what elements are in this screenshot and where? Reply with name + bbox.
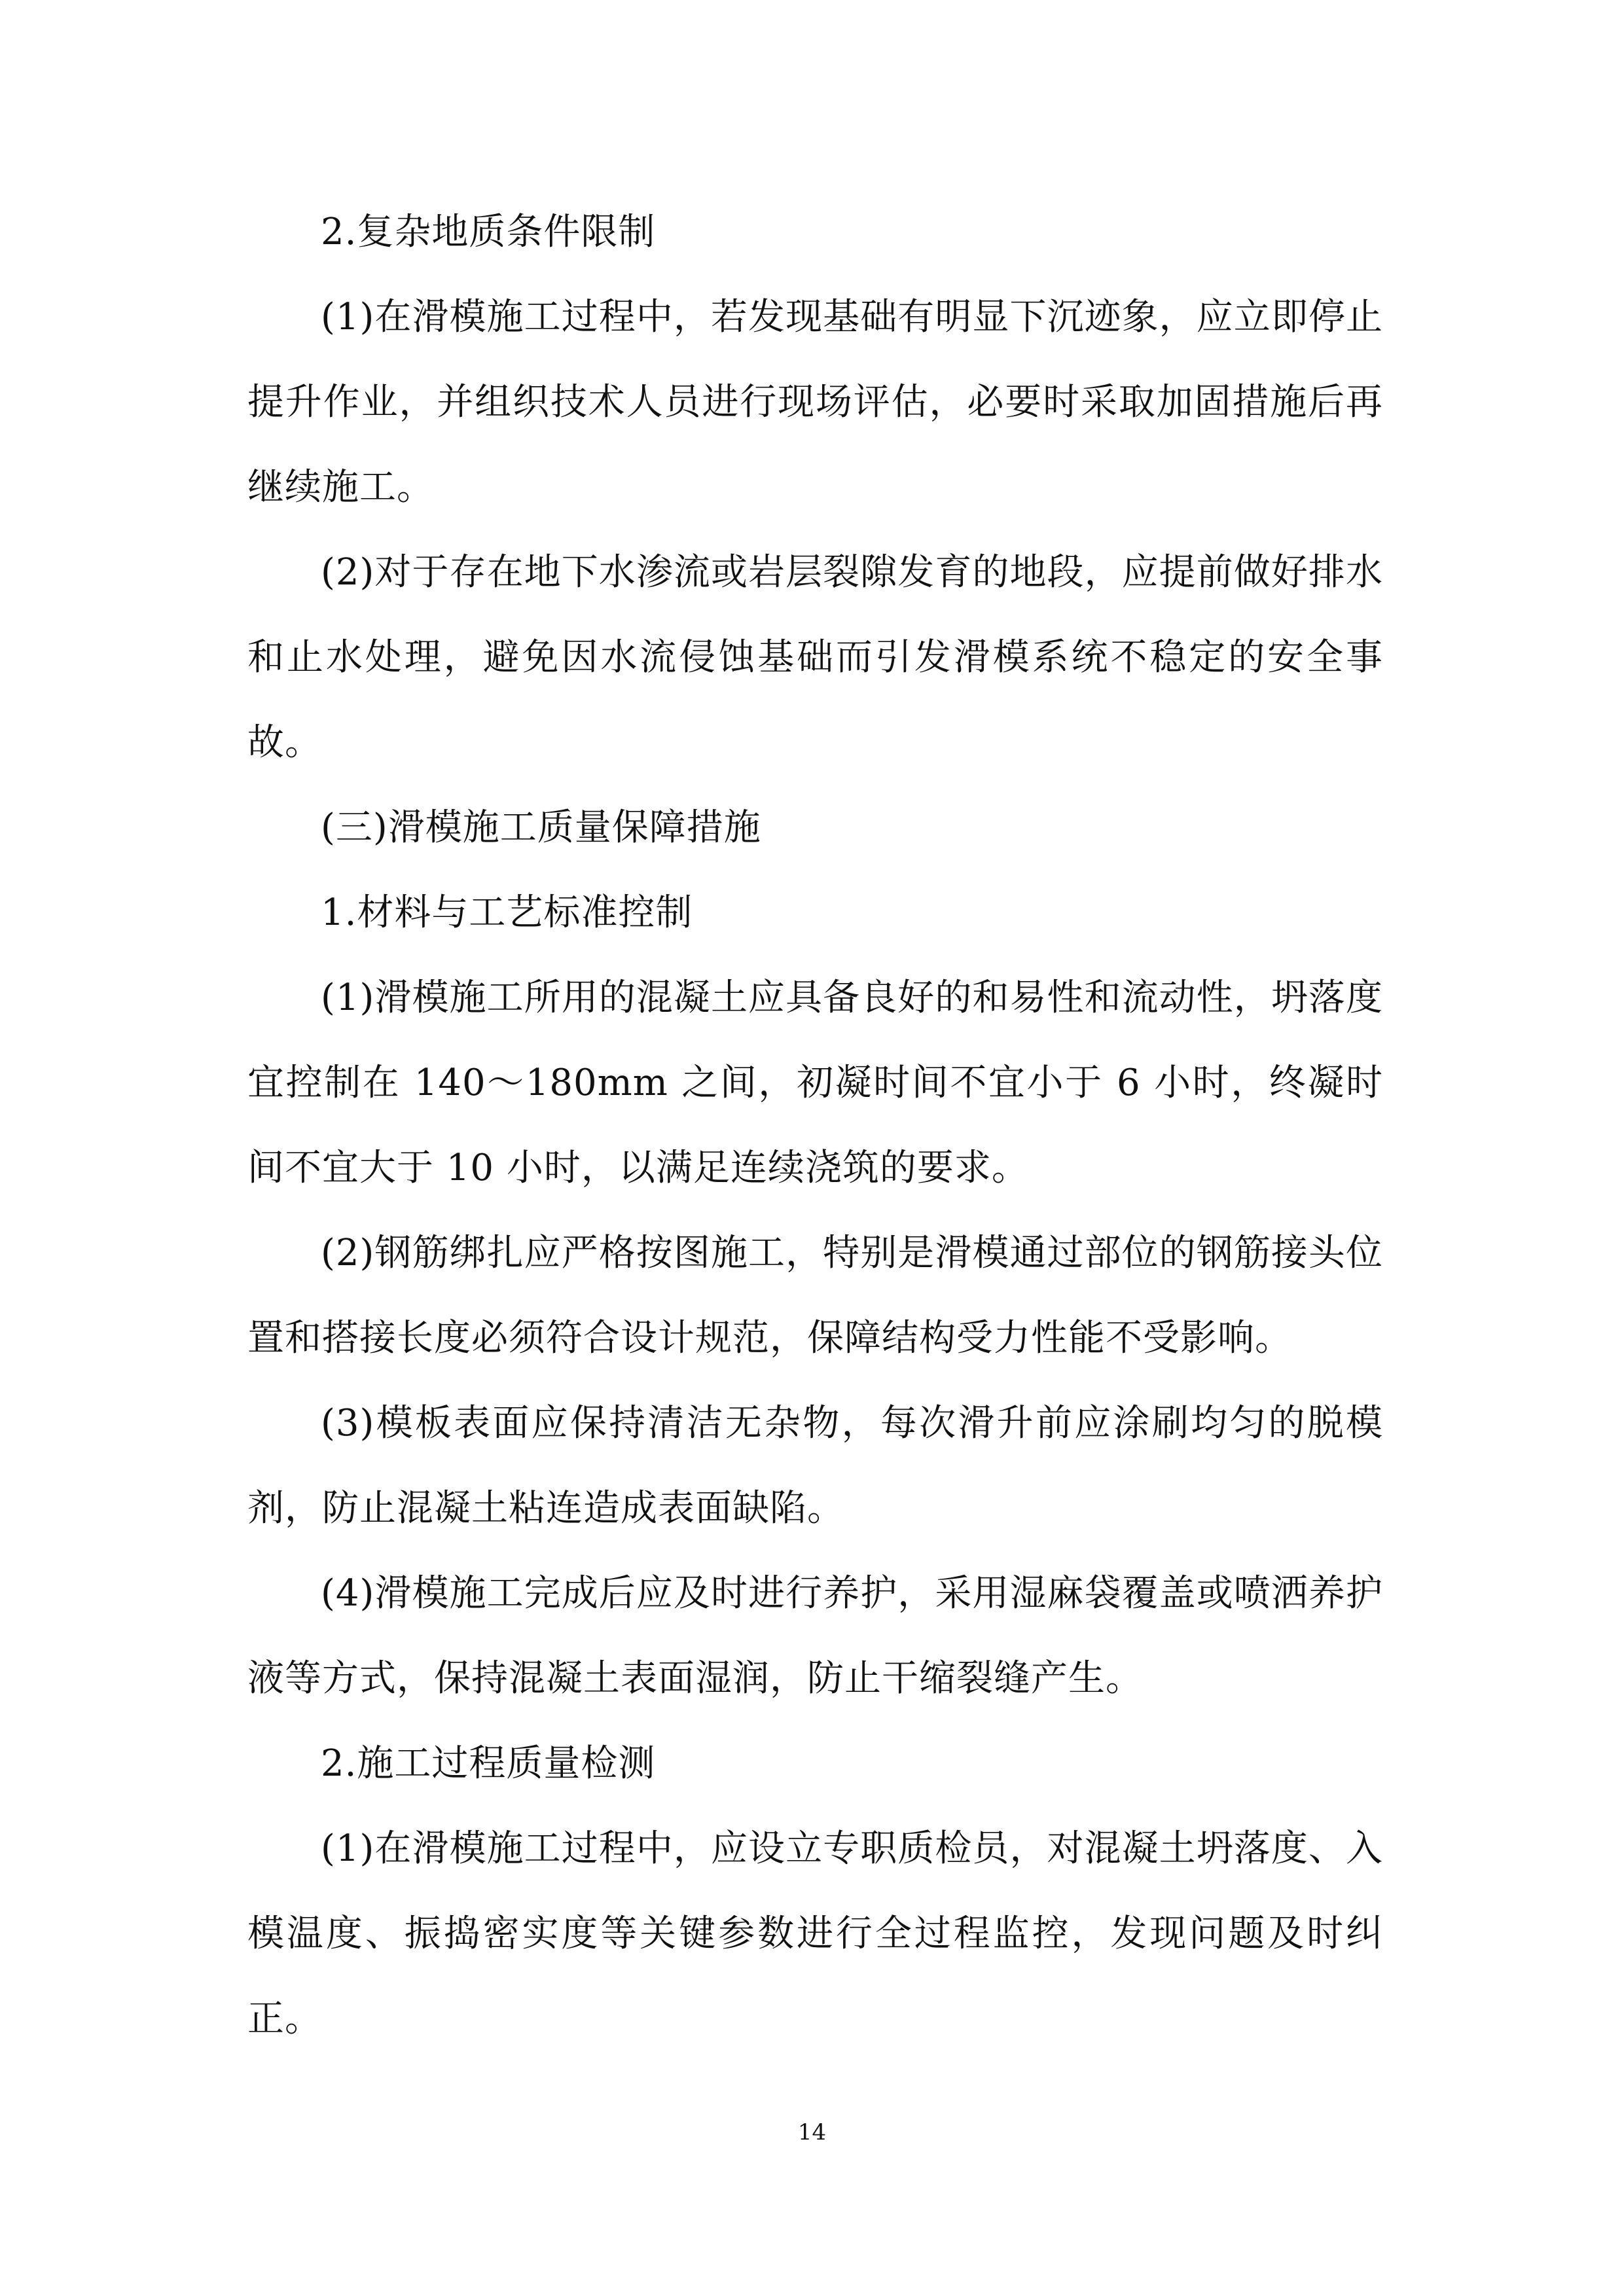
paragraph-concrete: (1)滑模施工所用的混凝土应具备良好的和易性和流动性，坍落度宜控制在 140～180mm 之间，初凝时间不宜小于 6 小时，终凝时间不宜大于 10 小时，以满足连续浇筑的要求。 bbox=[247, 977, 1383, 1189]
paragraph-formwork: (3)模板表面应保持清洁无杂物，每次滑升前应涂刷均匀的脱模剂，防止混凝土粘连造成表面缺陷。 bbox=[247, 1402, 1383, 1530]
paragraph-rebar: (2)钢筋绑扎应严格按图施工，特别是滑模通过部位的钢筋接头位置和搭接长度必须符合设计规范，保障结构受力性能不受影响。 bbox=[247, 1232, 1383, 1359]
subheading-complex-geology: 2.复杂地质条件限制 bbox=[321, 211, 656, 253]
subheading-quality-inspection: 2.施工过程质量检测 bbox=[321, 1742, 656, 1785]
paragraph-foundation-settlement: (1)在滑模施工过程中，若发现基础有明显下沉迹象，应立即停止提升作业，并组织技术人员进行现场评估，必要时采取加固措施后再继续施工。 bbox=[247, 296, 1383, 509]
page-number: 14 bbox=[797, 2119, 827, 2145]
subheading-material-standards: 1.材料与工艺标准控制 bbox=[321, 891, 693, 934]
section-heading-quality-measures: (三)滑模施工质量保障措施 bbox=[321, 806, 761, 849]
body-text bbox=[247, 190, 1383, 2062]
paragraph-groundwater: (2)对于存在地下水渗流或岩层裂隙发育的地段，应提前做好排水和止水处理，避免因水流侵蚀基础而引发滑模系统不稳定的安全事故。 bbox=[247, 551, 1383, 764]
paragraph-curing: (4)滑模施工完成后应及时进行养护，采用湿麻袋覆盖或喷洒养护液等方式，保持混凝土表面湿润，防止干缩裂缝产生。 bbox=[247, 1572, 1383, 1700]
paragraph-inspector: (1)在滑模施工过程中，应设立专职质检员，对混凝土坍落度、入模温度、振捣密实度等关键参数进行全过程监控，发现问题及时纠正。 bbox=[247, 1827, 1383, 2040]
